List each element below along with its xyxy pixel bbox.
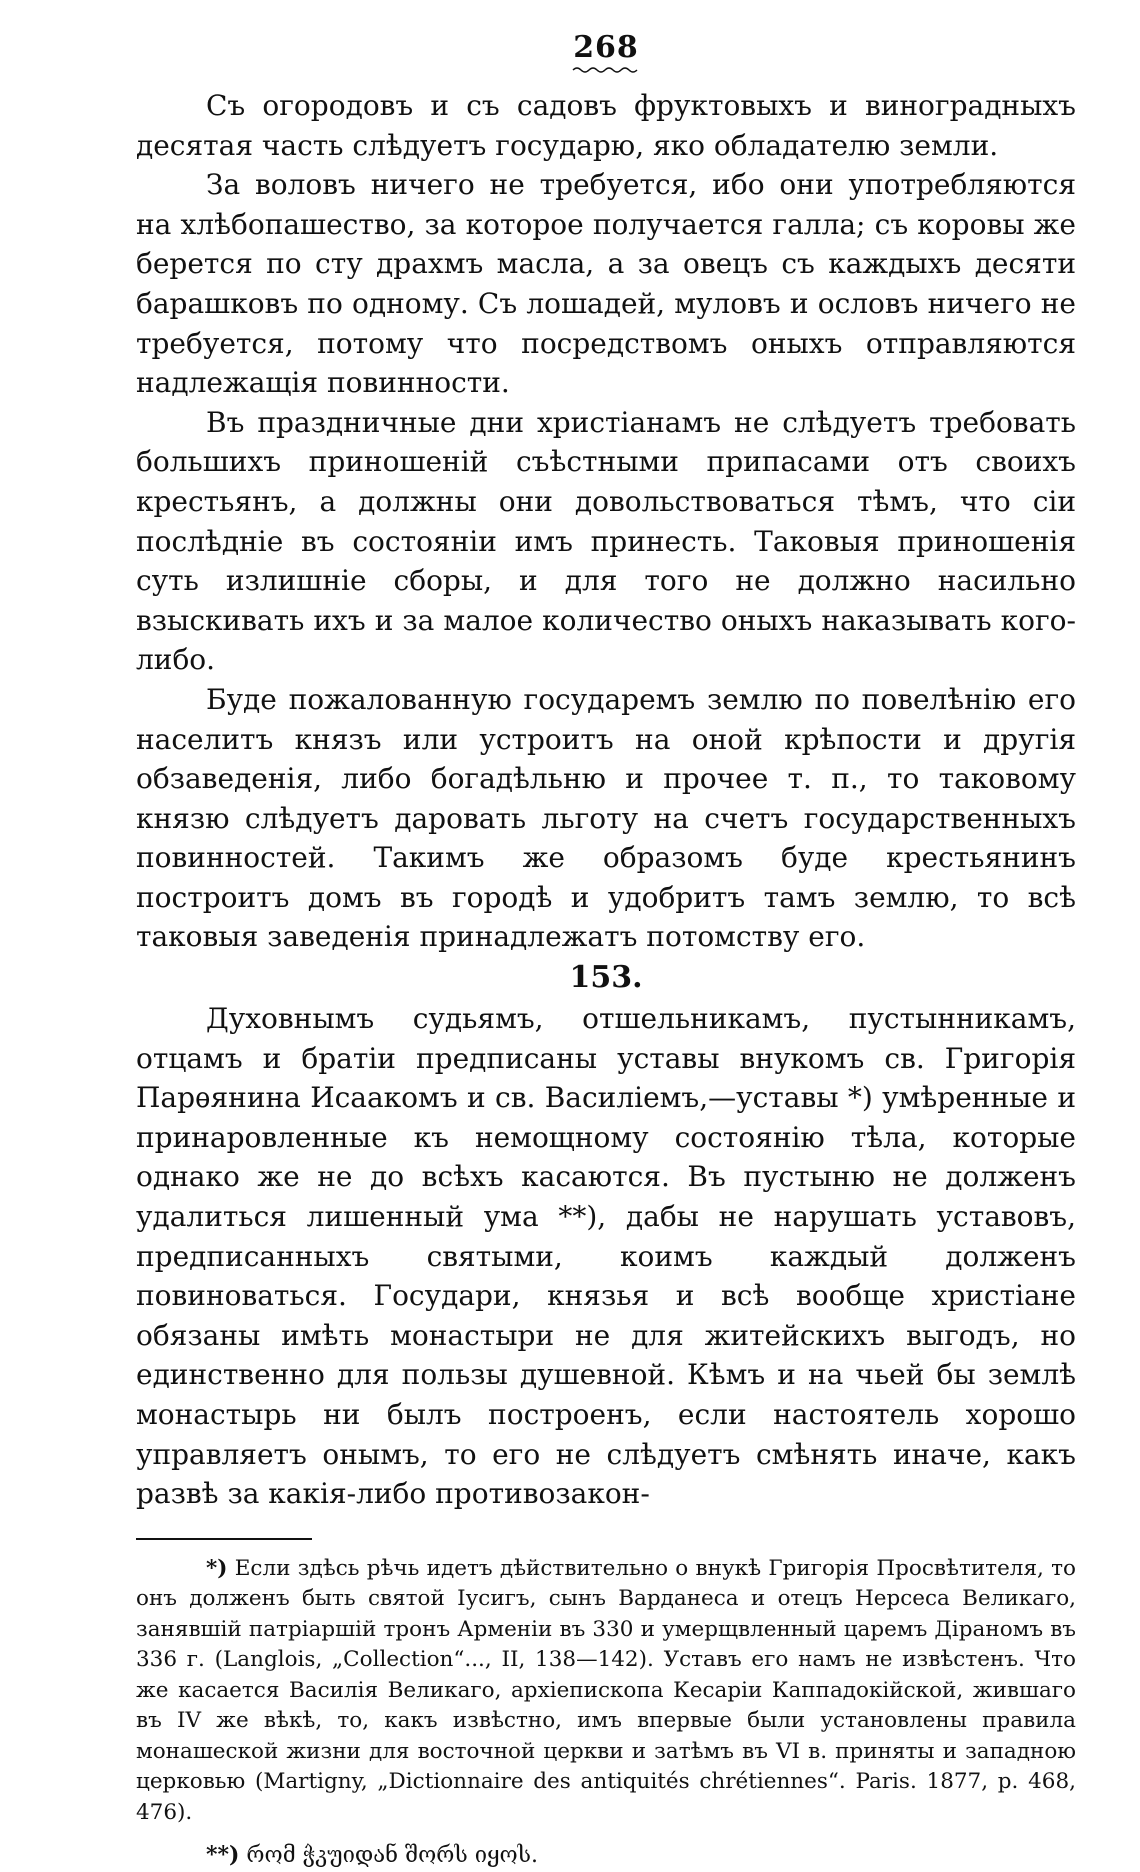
page-number-ornament <box>571 66 641 74</box>
footnote-2 <box>136 1840 1076 1872</box>
paragraph-1: Съ огородовъ и съ садовъ фруктовыхъ и виноградныхъ десятая часть слѣдуетъ государю, яко обладателю земли. <box>136 89 1076 162</box>
footnote-2-mark: **) <box>206 1842 240 1869</box>
footnote-divider <box>136 1538 312 1540</box>
section-paragraph: Духовнымъ судьямъ, отшельникамъ, пустынникамъ, отцамъ и братіи предписаны уставы внукомъ св. Григорія Парѳянина Исаакомъ и св. Василіемъ,—уставы *) умѣренные и принаровленные къ немощному состоянію тѣла, которые однако же не до всѣхъ касаются. Въ пустыню не долженъ удалиться лишенный ума **), дабы не нарушать уставовъ, предписанныхъ святыми, коимъ каждый долженъ повиноваться. Государи, князья и всѣ вообще христіане обязаны имѣть монастыри не для житейскихъ выгодъ, но единственно для пользы душевной. Кѣмъ и на чьей бы землѣ монастырь ни былъ построенъ, если настоятель хорошо управляетъ онымъ, то его не слѣдуетъ смѣнять иначе, какъ развѣ за какія-либо противозакон- <box>136 1002 1076 1511</box>
footnote-1-text: Если здѣсь рѣчь идетъ дѣйствительно о внукѣ Григорія Просвѣтителя, то онъ долженъ быть святой Іусигъ, сынъ Варданеса и отецъ Нерсеса Великаго, занявшій патріаршій тронъ Арменіи въ 330 и умерщвленный царемъ Діраномъ въ 336 г. (Langlois, „Collection“..., II, 138—142). Уставъ его намъ не извѣстенъ. Что же касается Василія Великаго, архіепископа Кесаріи Каппадокійской, жившаго въ IV же вѣкѣ, то, какъ извѣстно, имъ впервые были установлены правила монашеской жизни для восточной церкви и затѣмъ въ VI в. приняты и западною церковью (Martigny, „Dictionnaire des antiquités chrétiennes“. Paris. 1877, p. 468, 476). <box>136 1555 1076 1825</box>
footnote-2-text: რომ ჭკუიდან შორს იყოს. <box>246 1843 539 1869</box>
section-number: 153. <box>569 960 643 996</box>
paragraph-4: Буде пожалованную государемъ землю по повелѣнію его населитъ князъ или устроитъ на оной крѣпости и другія обзаведенія, либо богадѣльню и прочее т. п., то таковому князю слѣдуетъ даровать льготу на счетъ государственныхъ повинностей. Такимъ же образомъ буде крестьянинъ построитъ домъ въ городѣ и удобритъ тамъ землю, то всѣ таковыя заведенія принадлежатъ потомству его. <box>136 682 1076 954</box>
paragraph-2: За воловъ ничего не требуется, ибо они употребляются на хлѣбопашество, за которое получается галла; съ коровы же берется по сту драхмъ масла, а за овецъ съ каждыхъ десяти барашковъ по одному. Съ лошадей, муловъ и ословъ ничего не требуется, потому что посредствомъ оныхъ отправляются надлежащія повинности. <box>136 168 1076 400</box>
book-page <box>136 30 1076 1872</box>
page-number: 268 <box>573 30 639 65</box>
main-text <box>136 86 1076 1514</box>
footnotes <box>136 1554 1076 1872</box>
footnote-1 <box>136 1554 1076 1829</box>
paragraph-3: Въ праздничные дни христіанамъ не слѣдуетъ требовать большихъ приношеній съѣстными припасами отъ своихъ крестьянъ, а должны они довольствоваться тѣмъ, что сіи послѣдніе въ состояніи имъ принесть. Таковыя приношенія суть излишніе сборы, и для того не должно насильно взыскивать ихъ и за малое количество оныхъ наказывать кого-либо. <box>136 405 1076 677</box>
footnote-1-mark: *) <box>206 1555 228 1581</box>
